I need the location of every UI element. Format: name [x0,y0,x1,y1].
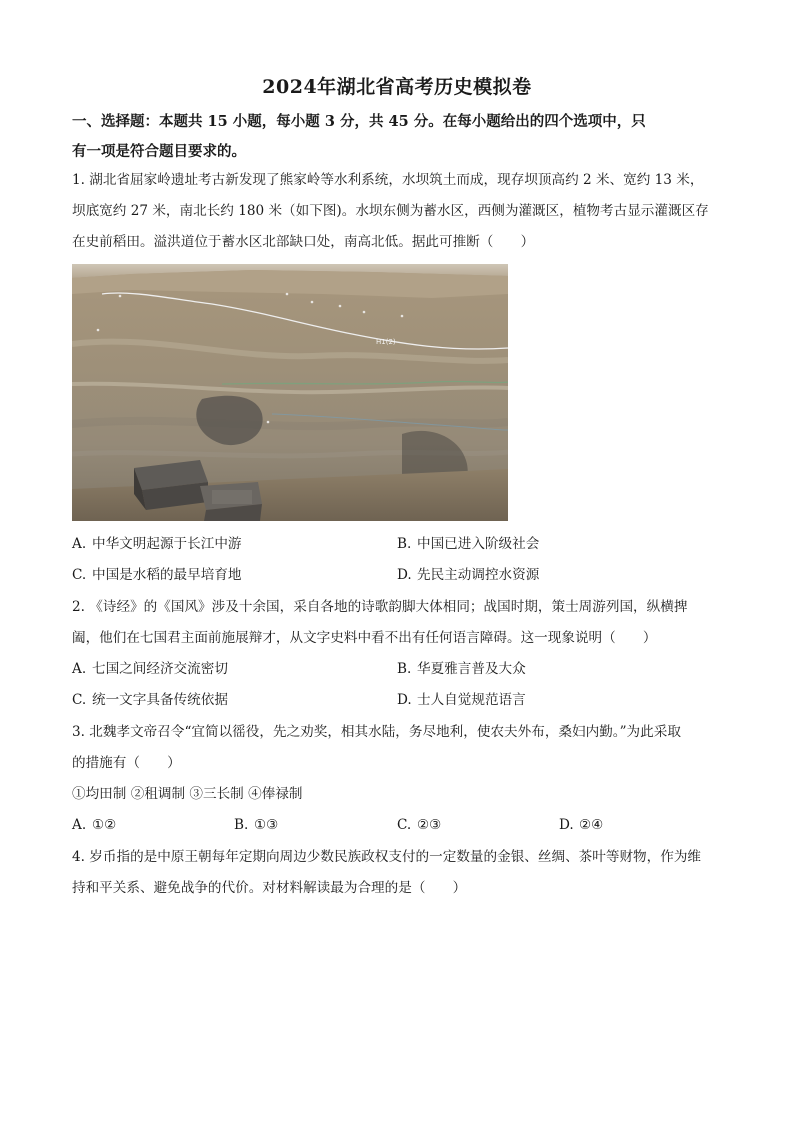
question-3-line2: 的措施有（ ） [72,755,181,771]
question-1-options-row-1 [72,530,722,558]
question-1-line2: 坝底宽约 27 米，南北长约 180 米（如下图)。水坝东侧为蓄水区，西侧为灌溉区，植物考古显示灌溉区存 [72,203,709,219]
question-4-line1: 4. 岁币指的是中原王朝每年定期向周边少数民族政权支付的一定数量的金银、丝绸、茶叶等财物，作为维 [72,849,702,865]
option-q2-c[interactable]: C. 统一文字具备传统依据 [72,692,228,708]
photo-layer-label: H1(2) [376,338,396,346]
option-q1-a[interactable]: A. 中华文明起源于长江中游 [72,536,242,552]
question-3-stem [72,717,722,810]
option-q2-d[interactable]: D. 士人自觉规范语言 [397,692,526,708]
question-2-stem [72,592,722,654]
option-q3-c[interactable]: C. ②③ [397,817,442,833]
question-4-line2: 持和平关系、避免战争的代价。对材料解读最为合理的是（ ） [72,880,467,896]
question-3-line1: 3. 北魏孝文帝召令“宜简以徭役，先之劝奖，相其水陆，务尽地利，使农夫外布，桑妇内勤。”为此采取 [72,724,681,740]
section-header-line2: 有一项是符合题目要求的。 [72,143,246,160]
excavation-photo [72,264,508,521]
question-2-line1: 2. 《诗经》的《国风》涉及十余国，采自各地的诗歌韵脚大体相同；战国时期，策士周游列国，纵横捭 [72,599,688,615]
question-2-line2: 阖，他们在七国君主面前施展辩才，从文字史料中看不出有任何语言障碍。这一现象说明（ ） [72,630,657,646]
question-1-line1: 1. 湖北省屈家岭遗址考古新发现了熊家岭等水利系统，水坝筑土而成，现存坝顶高约 2 米、宽约 13 米， [72,172,704,188]
question-2-options-row-1 [72,655,722,683]
option-q3-d[interactable]: D. ②④ [559,817,604,833]
option-q1-c[interactable]: C. 中国是水稻的最早培育地 [72,567,242,583]
question-1-stem [72,165,722,258]
option-q3-a[interactable]: A. ①② [72,817,117,833]
section-header [72,107,722,167]
section-header-line1: 一、选择题：本题共 15 小题，每小题 3 分，共 45 分。在每小题给出的四个选项中，只 [72,113,646,130]
question-4-stem [72,842,722,904]
option-q3-b[interactable]: B. ①③ [234,817,279,833]
excavation-photo-drawing [72,264,508,521]
question-1-options-row-2 [72,561,722,589]
option-q2-b[interactable]: B. 华夏雅言普及大众 [397,661,526,677]
page-title: 2024年湖北省高考历史模拟卷 [262,76,532,98]
option-q1-b[interactable]: B. 中国已进入阶级社会 [397,536,540,552]
option-q1-d[interactable]: D. 先民主动调控水资源 [397,567,540,583]
question-3-options-row [72,811,722,839]
question-3-line3: ①均田制 ②租调制 ③三长制 ④俸禄制 [72,786,303,802]
option-q2-a[interactable]: A. 七国之间经济交流密切 [72,661,228,677]
question-2-options-row-2 [72,686,722,714]
question-1-line3: 在史前稻田。溢洪道位于蓄水区北部缺口处，南高北低。据此可推断（ ） [72,234,535,250]
